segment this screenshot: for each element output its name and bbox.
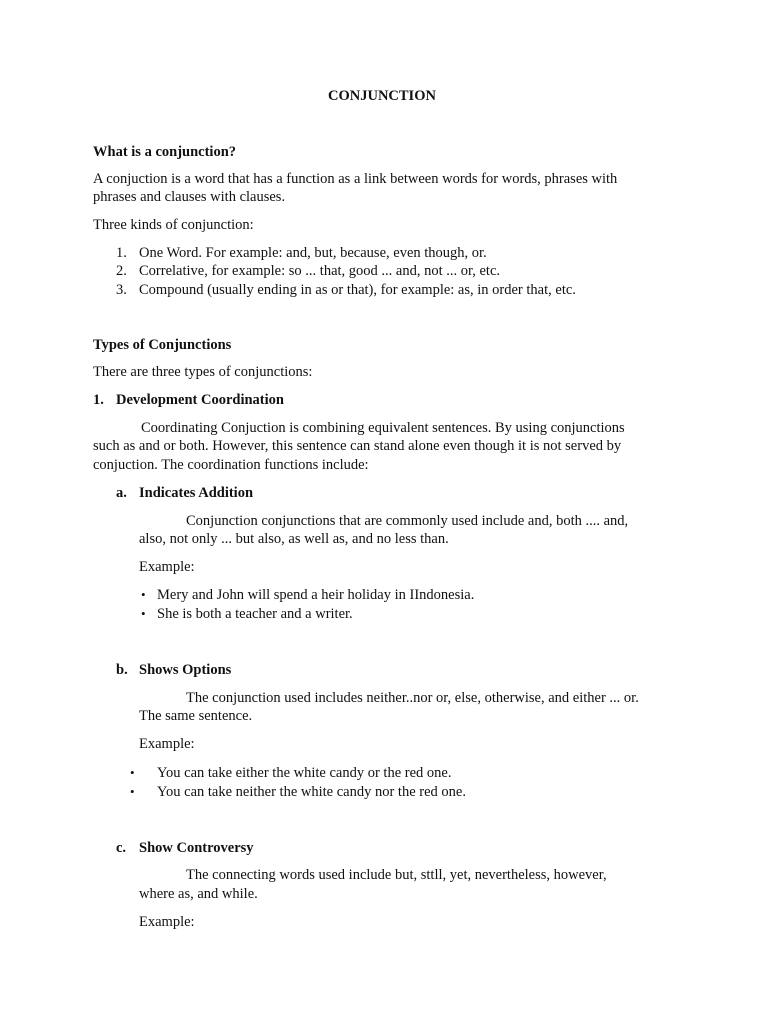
sub-a-heading: Indicates Addition <box>139 485 254 501</box>
bullet-icon: • <box>130 784 135 799</box>
sub-c-heading: Show Controversy <box>139 840 254 856</box>
sub-c-para-line-1: The connecting words used include but, sttll, yet, nevertheless, however, <box>186 867 607 883</box>
sub-b-para-line-1: The conjunction used includes neither..nor or, else, otherwise, and either ... or. <box>186 690 639 706</box>
list-item-text: You can take either the white candy or the red one. <box>157 765 452 781</box>
list-item-text: You can take neither the white candy nor the red one. <box>157 784 466 800</box>
bullet-icon: • <box>141 587 146 602</box>
list-item-text: Mery and John will spend a heir holiday in IIndonesia. <box>157 587 475 603</box>
list-item-number: 1. <box>116 245 127 261</box>
sub-a-para-line-2: also, not only ... but also, as well as, and no less than. <box>139 531 449 547</box>
sub-b-letter: b. <box>116 662 128 678</box>
types-heading: Types of Conjunctions <box>93 337 232 353</box>
list-item-number: 2. <box>116 263 127 279</box>
sub-c-para-line-2: where as, and while. <box>139 886 258 902</box>
sub-a-para-line-1: Conjunction conjunctions that are commonly used include and, both .... and, <box>186 513 629 529</box>
list-item-text: She is both a teacher and a writer. <box>157 606 353 622</box>
section-1-para-line-1: Coordinating Conjuction is combining equivalent sentences. By using conjunctions <box>141 420 625 436</box>
page-title: CONJUNCTION <box>328 88 436 104</box>
section-1-para-line-2: such as and or both. However, this sentence can stand alone even though it is not served by <box>93 438 622 454</box>
bullet-icon: • <box>141 606 146 621</box>
sub-a-letter: a. <box>116 485 127 501</box>
section-1-para-line-3: conjuction. The coordination functions include: <box>93 457 369 473</box>
list-item-number: 3. <box>116 282 127 298</box>
sub-b-example-label: Example: <box>139 736 195 752</box>
list-item-text: Correlative, for example: so ... that, good ... and, not ... or, etc. <box>139 263 501 279</box>
sub-b-heading: Shows Options <box>139 662 232 678</box>
definition-line-2: phrases and clauses with clauses. <box>93 189 286 205</box>
sub-c-example-label: Example: <box>139 914 195 930</box>
definition-line-1: A conjuction is a word that has a function as a link between words for words, phrases with <box>93 171 618 187</box>
types-intro: There are three types of conjunctions: <box>93 364 313 380</box>
section-1-number: 1. <box>93 392 104 408</box>
list-item-text: Compound (usually ending in as or that), for example: as, in order that, etc. <box>139 282 576 298</box>
sub-a-example-label: Example: <box>139 559 195 575</box>
kinds-intro: Three kinds of conjunction: <box>93 217 254 233</box>
what-heading: What is a conjunction? <box>93 144 237 160</box>
list-item-text: One Word. For example: and, but, because, even though, or. <box>139 245 487 261</box>
sub-c-letter: c. <box>116 840 127 856</box>
section-1-heading: Development Coordination <box>116 392 284 408</box>
bullet-icon: • <box>130 765 135 780</box>
sub-b-para-line-2: The same sentence. <box>139 708 253 724</box>
